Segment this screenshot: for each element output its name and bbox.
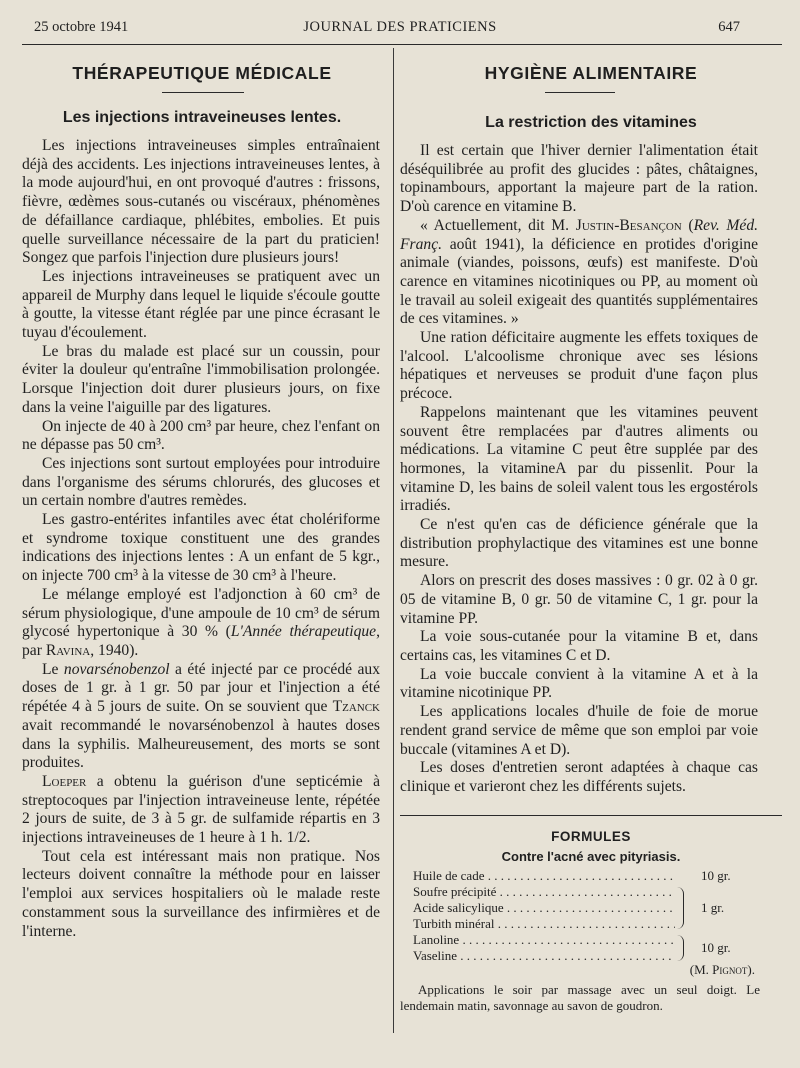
formula-row [413, 868, 773, 884]
header-rule [22, 44, 782, 45]
formula-instructions: Applications le soir par massage avec un seul doigt. Le lendemain matin, savonnage au savon de goudron. [400, 982, 760, 1013]
left-title-rule [162, 92, 244, 93]
left-section-title: THÉRAPEUTIQUE MÉDICALE [72, 63, 332, 83]
right-title-rule [545, 92, 615, 93]
formules-subtitle: Contre l'acné avec pityriasis. [501, 849, 681, 864]
column-divider [393, 48, 394, 1033]
paragraph: Alors on prescrit des doses massives : 0 gr. 02 à 0 gr. 05 de vitamine B, 0 gr. 50 de vitamine C, 1 gr. pour la vitamine PP. [400, 572, 758, 627]
formula-group [413, 884, 773, 932]
paragraph: Il est certain que l'hiver dernier l'alimentation était déséquilibrée au profit des glucides : pâtes, châtaignes, topinambours, apportant la majeure part de la ration. D'où carence en vitamine B. [400, 142, 758, 216]
paragraph: Ces injections sont surtout employées pour introduire dans l'organisme des sérums chlorurés, des glucoses et un certain nombre d'autres remèdes. [22, 454, 380, 510]
formula-group [413, 932, 773, 964]
author-name: Ravina [45, 641, 91, 659]
paragraph: Le novarsénobenzol a été injecté par ce procédé aux doses de 1 gr. à 1 gr. 50 par jour et l'injection a été répétée 4 à 5 jours de suite. On se souvient que Tzanck avait recommandé le novarsénobenzol à hautes doses dans la syphilis. Malheureusement, des morts se sont produites. [22, 660, 380, 772]
prescription-formula [413, 868, 773, 964]
paragraph: Le bras du malade est placé sur un coussin, pour éviter la douleur qu'entraîne l'immobilisation prolongée. Lorsque l'injection doit durer plusieurs jours, on fixe dans la veine l'aiguille par des ligatures. [22, 342, 380, 416]
brace-symbol [675, 932, 693, 964]
ingredient-name: Vaseline . . . [413, 948, 675, 964]
paragraph: Les injections intraveineuses se pratiquent avec un appareil de Murphy dans lequel le liquide s'écoule goutte à goutte, la vitesse étant réglée par une pince écrasant le tuyau d'écoulement. [22, 267, 380, 342]
right-article-title: La restriction des vitamines [485, 114, 697, 131]
paragraph: Une ration déficitaire augmente les effets toxiques de l'alcool. L'alcoolisme chronique avec ses lésions hépatiques et nerveuses se produit d'une façon plus précoce. [400, 329, 758, 403]
paragraph: Les applications locales d'huile de foie de morue rendent grand service de même que son emploi par voie buccale (vitamines A et D). [400, 703, 758, 758]
paragraph: Les gastro-entérites infantiles avec état cholériforme et syndrome toxique constituent une des grandes indications des injections lentes : A un enfant de 5 kgr., on injecte 700 cm³ à la vitesse de 30 cm³ à l'heure. [22, 511, 380, 585]
author-name: Pignot [712, 962, 748, 977]
paragraph: « Actuellement, dit M. Justin-Besançon (Rev. Méd. Franç. août 1941), la déficience en protides d'origine animale (viandes, poissons, œufs) est manifeste. D'où carence en vitamines nicotiniques ou PP, au moment où le travail au soleil exigeait des quantités supplémentaires de ces vitamines. » [400, 216, 759, 328]
journal-title: JOURNAL DES PRATICIENS [303, 19, 497, 35]
author-name: Loeper [42, 772, 87, 790]
page-number: 647 [718, 19, 740, 35]
page-header [0, 0, 800, 44]
ingredient-quantity: 10 gr. [701, 868, 731, 883]
right-article-body [400, 142, 758, 797]
ingredient-quantity: 1 gr. [701, 900, 725, 915]
author-name: Tzanck [332, 698, 380, 716]
formula-signature: (M. Pignot). [689, 962, 755, 977]
paragraph: On injecte de 40 à 200 cm³ par heure, chez l'enfant on ne dépasse pas 50 cm³. [22, 417, 380, 454]
paragraph: La voie buccale convient à la vitamine A et à la vitamine nicotinique PP. [400, 665, 758, 702]
paragraph: Rappelons maintenant que les vitamines peuvent souvent être remplacées par d'autres aliments ou médications. La vitamine C peut être supplée par des hormones, la vitamineA par du pissenlit. Pour la vitamine D, les bains de soleil valent tous les ergostérols irradiés. [400, 403, 758, 515]
paragraph: Loeper a obtenu la guérison d'une septicémie à streptocoques par l'injection intraveineuse lente, répétée 2 jours de suite, de 3 à 5 gr. de sulfamide répartis en 3 injections intraveineuses de 1 heure à 1 h. 1/2. [22, 772, 380, 847]
paragraph: La voie sous-cutanée pour la vitamine B et, dans certains cas, les vitamines C et D. [400, 628, 758, 664]
paragraph: Le mélange employé est l'adjonction à 60 cm³ de sérum physiologique, d'une ampoule de 10 cm³ de sérum glycosé hypertonique à 30 % (L'Année thérapeutique, par Ravina, 1940). [22, 585, 380, 659]
formules-title: FORMULES [551, 829, 631, 844]
ingredient-quantity: 10 gr. [701, 940, 731, 955]
author-name: Justin-Besançon [575, 216, 682, 234]
ingredient-name: Turbith minéral . . . [413, 916, 675, 932]
paragraph: Ce n'est qu'en cas de déficience générale que la distribution prophylactique des vitamines est une bonne mesure. [400, 516, 758, 571]
paragraph: Les doses d'entretien seront adaptées à chaque cas clinique et varieront chez les différents sujets. [400, 759, 758, 795]
ingredient-name: Acide salicylique . . . [413, 900, 675, 916]
left-article-body [22, 137, 380, 941]
ingredient-name: Lanoline . . . [413, 932, 675, 948]
ingredient-name: Soufre précipité . . . [413, 884, 675, 900]
paragraph: Les injections intraveineuses simples entraînaient déjà des accidents. Les injections intraveineuses lentes, à la mode aujourd'hui, en ont provoqué d'autres : frissons, fièvre, œdèmes sous-cutanés ou viscéraux, phénomènes de défaillance cardiaque, phlébites, embolies. Et puis quelle surveillance nécessaire de la part du praticien! Songez que parfois l'injection dure plusieurs jours! [22, 137, 380, 267]
paragraph: Tout cela est intéressant mais non pratique. Nos lecteurs doivent connaître la méthode pour en laisser l'emploi aux services hospitaliers où le malade reste constamment sous la surveillance des infirmières et de l'interne. [22, 847, 380, 940]
brace-symbol [675, 884, 693, 932]
formules-rule [400, 815, 782, 816]
ingredient-name: Huile de cade . . . [413, 868, 675, 884]
issue-date: 25 octobre 1941 [34, 19, 129, 35]
left-article-title: Les injections intraveineuses lentes. [62, 109, 342, 126]
right-section-title: HYGIÈNE ALIMENTAIRE [484, 63, 698, 83]
